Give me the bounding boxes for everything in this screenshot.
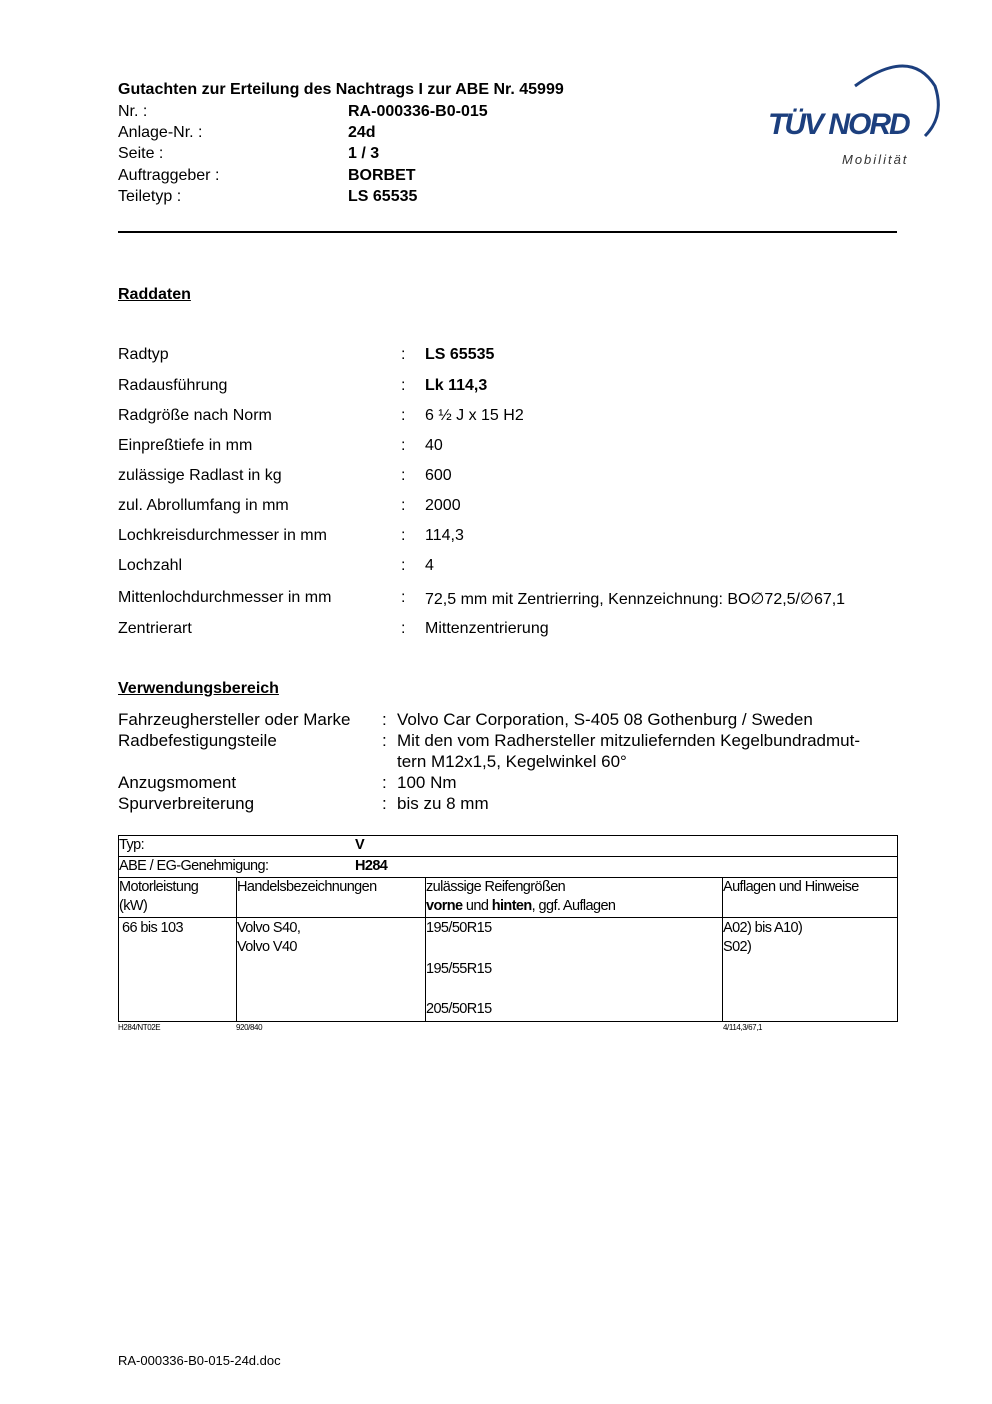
cell-motorleistung: 66 bis 103 (122, 920, 183, 936)
colon: : (401, 527, 406, 544)
raddaten-label: Radausführung (118, 377, 228, 394)
table-divider (118, 856, 898, 857)
raddaten-value: 40 (425, 437, 443, 454)
raddaten-value: 4 (425, 557, 434, 574)
verwendung-value: Mit den vom Radhersteller mitzuliefernden Kegelbundradmut- (397, 731, 861, 750)
colon: : (401, 346, 406, 363)
header-vorne: vorne (426, 898, 463, 914)
cell-tyre: 195/50R15 (426, 920, 492, 936)
raddaten-value: 72,5 mm mit Zentrierring, Kennzeichnung: BO∅72,5/∅67,1 (425, 591, 846, 608)
header-und: und (462, 898, 492, 914)
typ-label: Typ: (119, 837, 144, 853)
header-row-nr (118, 103, 578, 125)
raddaten-label: Lochzahl (118, 557, 183, 574)
colon: : (401, 377, 406, 394)
verwendung-value: 100 Nm (397, 773, 457, 792)
raddaten-label: Zentrierart (118, 620, 192, 637)
cell-handel: Volvo V40 (237, 939, 297, 955)
vehicle-table (118, 835, 898, 1035)
header-value: RA-000336-B0-015 (348, 103, 488, 120)
raddaten-value: 114,3 (425, 527, 464, 544)
cell-tyre: 205/50R15 (426, 1001, 492, 1017)
header-row-auftraggeber (118, 167, 578, 189)
table-divider (118, 877, 898, 878)
raddaten-label: Radtyp (118, 346, 169, 363)
header-key: Seite : (118, 145, 164, 162)
raddaten-label: Einpreßtiefe in mm (118, 437, 253, 454)
header-row-teiletyp (118, 188, 578, 210)
header-key: Teiletyp : (118, 188, 182, 205)
header-handelsbezeichnungen: Handelsbezeichnungen (237, 879, 377, 895)
page-footer-filename: RA-000336-B0-015-24d.doc (118, 1353, 281, 1368)
verwendung-label: Fahrzeughersteller oder Marke (118, 710, 351, 729)
raddaten-value: 600 (425, 467, 452, 484)
tuev-nord-logo (760, 56, 945, 176)
raddaten-value: 6 ½ J x 15 H2 (425, 407, 524, 424)
colon: : (401, 620, 406, 637)
footnote-mid: 920/840 (236, 1023, 263, 1032)
colon: : (382, 710, 387, 729)
colon: : (382, 773, 387, 792)
header-key: Auftraggeber : (118, 167, 220, 184)
header-motorleistung-unit: (kW) (119, 898, 148, 914)
header-value: BORBET (348, 167, 416, 184)
header-reifengroessen: zulässige Reifengrößen (426, 879, 566, 895)
colon: : (401, 589, 406, 606)
abe-label: ABE / EG-Genehmigung: (119, 858, 269, 874)
header-value: LS 65535 (348, 188, 418, 205)
header-value: 24d (348, 124, 376, 141)
colon: : (401, 467, 406, 484)
cell-auflagen: S02) (723, 939, 752, 955)
verwendung-label: Anzugsmoment (118, 773, 237, 792)
logo-wordmark: TÜV NORD (768, 108, 909, 141)
raddaten-value: Mittenzentrierung (425, 620, 549, 637)
header-key: Anlage-Nr. : (118, 124, 203, 141)
header-motorleistung: Motorleistung (119, 879, 199, 895)
typ-value: V (355, 837, 365, 853)
section-title-raddaten: Raddaten (118, 286, 191, 303)
raddaten-value: Lk 114,3 (425, 377, 488, 394)
raddaten-label: Radgröße nach Norm (118, 407, 272, 424)
colon: : (401, 407, 406, 424)
raddaten-label: Mittenlochdurchmesser in mm (118, 589, 332, 606)
colon: : (382, 794, 387, 813)
footnote-left: H284/NT02E (118, 1023, 161, 1032)
header-auflagen: Auflagen und Hinweise (723, 879, 859, 895)
verwendung-value: bis zu 8 mm (397, 794, 489, 813)
verwendung-value-continued: tern M12x1,5, Kegelwinkel 60° (397, 752, 627, 771)
header-divider (118, 231, 897, 233)
document-title: Gutachten zur Erteilung des Nachtrags I zur ABE Nr. 45999 (118, 81, 564, 98)
header-ggf-auflagen: , ggf. Auflagen (531, 898, 616, 914)
verwendung-value: Volvo Car Corporation, S-405 08 Gothenburg / Sweden (397, 710, 813, 729)
header-reifengroessen-sub (426, 898, 615, 914)
raddaten-label: zulässige Radlast in kg (118, 467, 282, 484)
colon: : (401, 437, 406, 454)
colon: : (401, 497, 406, 514)
abe-value: H284 (355, 858, 388, 874)
colon: : (382, 731, 387, 750)
raddaten-label: Lochkreisdurchmesser in mm (118, 527, 327, 544)
section-title-verwendungsbereich: Verwendungsbereich (118, 680, 279, 697)
header-row-anlage (118, 124, 578, 146)
cell-handel: Volvo S40, (237, 920, 301, 936)
header-hinten: hinten (491, 898, 532, 914)
colon: : (401, 557, 406, 574)
logo-subtitle: Mobilität (842, 152, 909, 167)
cell-tyre: 195/55R15 (426, 961, 492, 977)
header-key: Nr. : (118, 103, 148, 120)
raddaten-value: 2000 (425, 497, 461, 514)
table-divider (118, 917, 898, 918)
verwendung-label: Spurverbreiterung (118, 794, 255, 813)
raddaten-value: LS 65535 (425, 346, 495, 363)
raddaten-label: zul. Abrollumfang in mm (118, 497, 289, 514)
footnote-right: 4/114,3/67,1 (723, 1023, 763, 1032)
header-row-seite (118, 145, 578, 167)
header-value: 1 / 3 (348, 145, 380, 162)
cell-auflagen: A02) bis A10) (723, 920, 803, 936)
verwendung-label: Radbefestigungsteile (118, 731, 277, 750)
